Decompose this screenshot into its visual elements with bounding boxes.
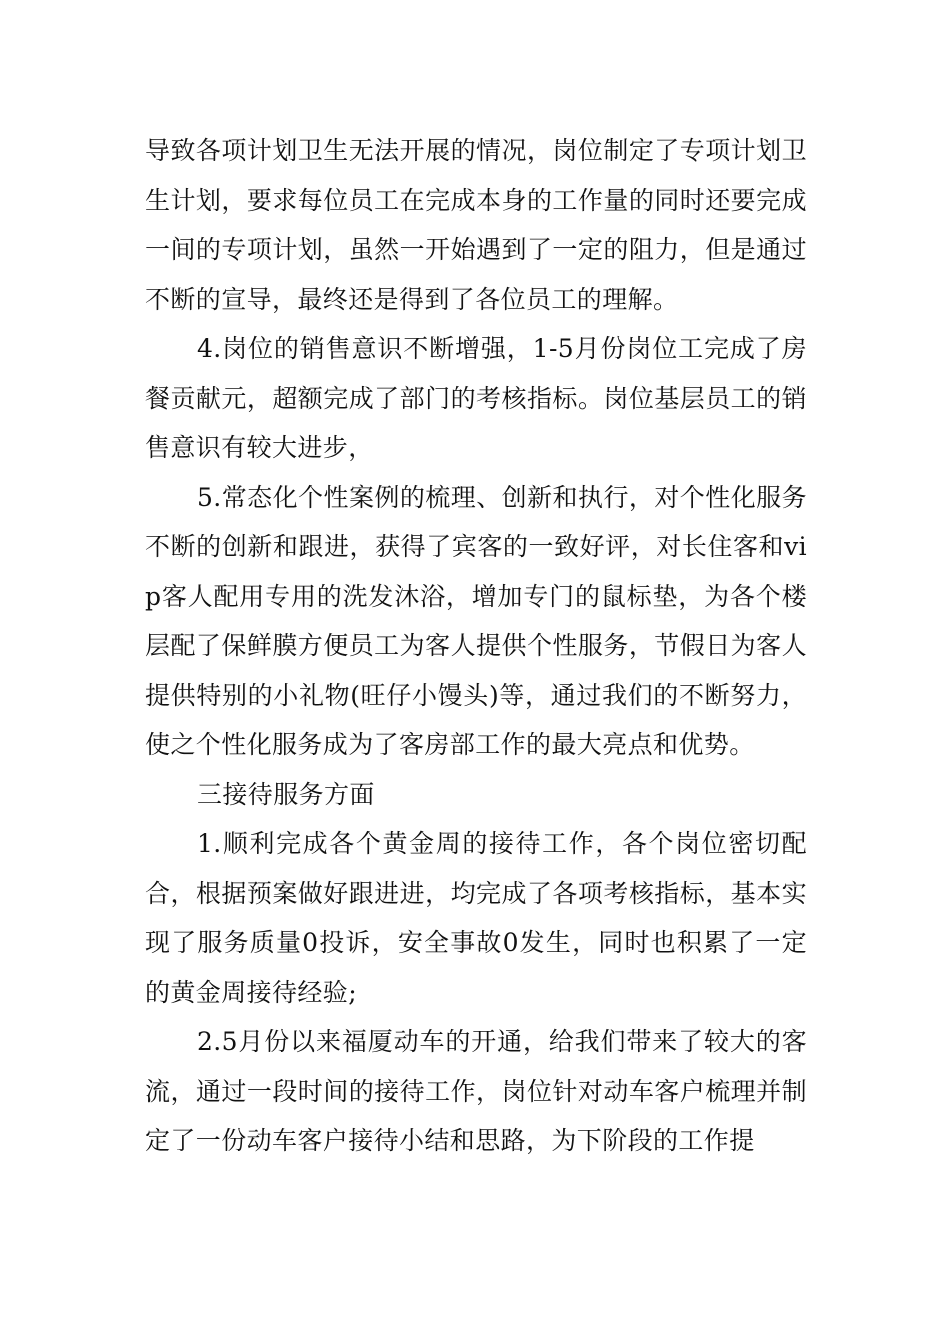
- paragraph-golden-week-reception: 1.顺利完成各个黄金周的接待工作，各个岗位密切配合，根据预案做好跟进进，均完成了各项考核指标，基本实现了服务质量0投诉，安全事故0发生，同时也积累了一定的黄金周接待经验;: [145, 829, 807, 1007]
- paragraph-personalized-service: 5.常态化个性案例的梳理、创新和执行，对个性化服务不断的创新和跟进，获得了宾客的一致好评，对长住客和vip客人配用专用的洗发沐浴，增加专门的鼠标垫，为各个楼层配了保鲜膜方便员工为客人提供个性服务，节假日为客人提供特别的小礼物(旺仔小馒头)等，通过我们的不断努力，使之个性化服务成为了客房部工作的最大亮点和优势。: [145, 482, 807, 759]
- document-body: [145, 126, 807, 1166]
- paragraph-plan-cleaning: 导致各项计划卫生无法开展的情况，岗位制定了专项计划卫生计划，要求每位员工在完成本身的工作量的同时还要完成一间的专项计划，虽然一开始遇到了一定的阻力，但是通过不断的宣导，最终还是得到了各位员工的理解。: [145, 136, 807, 314]
- paragraph-bullet-train-guests: 2.5月份以来福厦动车的开通，给我们带来了较大的客流，通过一段时间的接待工作，岗位针对动车客户梳理并制定了一份动车客户接待小结和思路，为下阶段的工作提: [145, 1027, 807, 1155]
- paragraph-sales-awareness: 4.岗位的销售意识不断增强，1-5月份岗位工完成了房餐贡献元，超额完成了部门的考核指标。岗位基层员工的销售意识有较大进步，: [145, 334, 807, 462]
- section-heading-reception-service: 三接待服务方面: [197, 779, 375, 809]
